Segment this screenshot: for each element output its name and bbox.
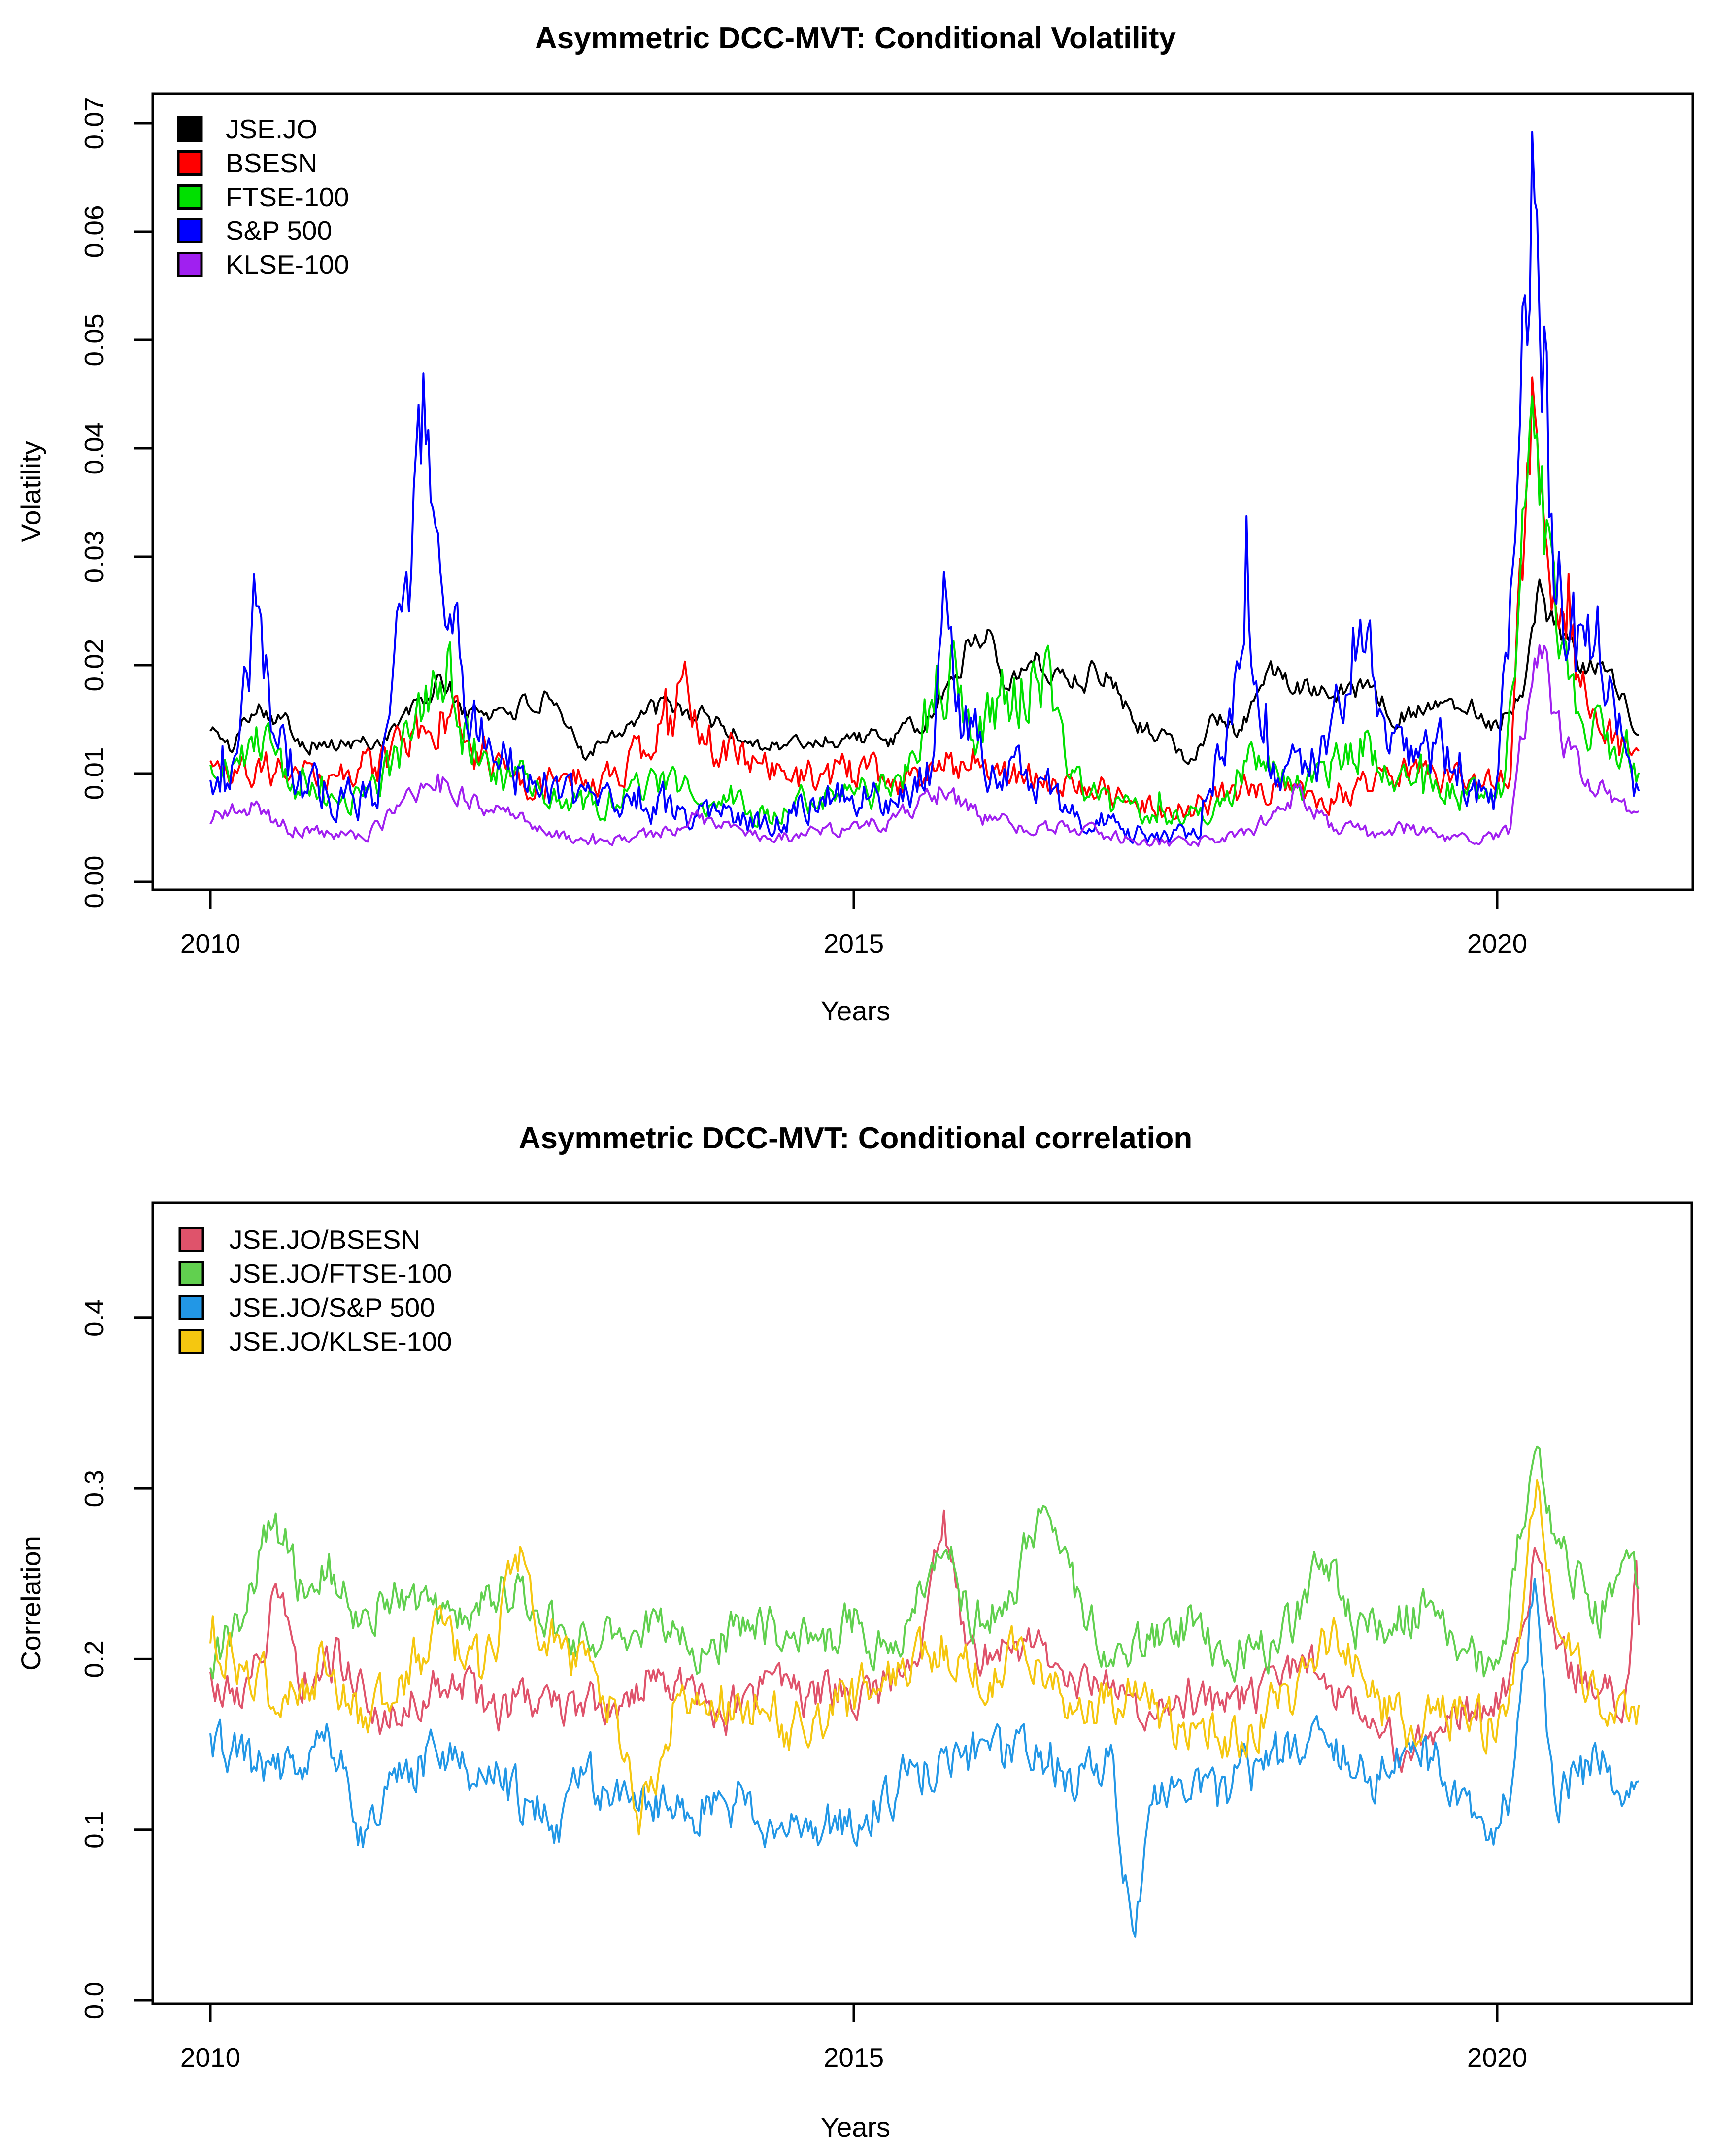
correlation-chart-title: Asymmetric DCC-MVT: Conditional correlation: [518, 1121, 1193, 1155]
correlation-series-jse-jo-s-p-500: [210, 1579, 1639, 1937]
correlation-y-tick-label: 0.4: [79, 1299, 109, 1337]
volatility-x-tick-label: 2015: [823, 928, 884, 959]
correlation-y-tick-label: 0.2: [79, 1640, 109, 1678]
volatility-legend-label-1: JSE.JO: [226, 114, 318, 144]
correlation-legend-label-1: JSE.JO/BSESN: [229, 1224, 421, 1255]
volatility-legend-swatch-3: [178, 186, 201, 209]
correlation-legend-swatch-1: [180, 1228, 203, 1251]
volatility-x-axis-title: Years: [820, 995, 891, 1026]
correlation-legend-label-4: JSE.JO/KLSE-100: [229, 1326, 452, 1357]
correlation-y-tick-label: 0.0: [79, 1981, 109, 2020]
volatility-legend-swatch-5: [178, 253, 201, 276]
volatility-y-tick-label: 0.07: [79, 97, 109, 150]
volatility-y-tick-label: 0.01: [79, 747, 109, 800]
correlation-y-tick-label: 0.1: [79, 1811, 109, 1849]
volatility-y-axis-title: Volatility: [15, 441, 46, 542]
volatility-legend-label-4: S&P 500: [226, 215, 333, 246]
correlation-legend-label-3: JSE.JO/S&P 500: [229, 1292, 435, 1323]
volatility-y-tick-label: 0.06: [79, 205, 109, 258]
correlation-y-tick-label: 0.3: [79, 1469, 109, 1508]
volatility-series-bsesn: [210, 377, 1639, 819]
correlation-legend-label-2: JSE.JO/FTSE-100: [229, 1258, 452, 1289]
volatility-y-tick-label: 0.05: [79, 313, 109, 367]
volatility-series-s-p-500: [210, 132, 1639, 843]
volatility-legend-label-2: BSESN: [226, 148, 318, 178]
volatility-y-tick-label: 0.02: [79, 639, 109, 692]
volatility-series-klse-100: [210, 645, 1639, 846]
volatility-x-tick-label: 2010: [180, 928, 241, 959]
correlation-legend-swatch-3: [180, 1296, 203, 1319]
volatility-legend-swatch-4: [178, 219, 201, 242]
volatility-x-tick-label: 2020: [1467, 928, 1528, 959]
correlation-x-tick-label: 2020: [1467, 2042, 1528, 2073]
correlation-x-tick-label: 2015: [823, 2042, 884, 2073]
correlation-x-tick-label: 2010: [180, 2042, 241, 2073]
volatility-legend-label-3: FTSE-100: [226, 182, 349, 212]
correlation-x-axis-title: Years: [820, 2112, 891, 2143]
volatility-legend-swatch-1: [178, 118, 201, 141]
volatility-y-tick-label: 0.04: [79, 422, 109, 475]
volatility-y-tick-label: 0.03: [79, 530, 109, 583]
volatility-chart-title: Asymmetric DCC-MVT: Conditional Volatility: [535, 21, 1176, 55]
correlation-legend-swatch-4: [180, 1330, 203, 1353]
volatility-legend-label-5: KLSE-100: [226, 249, 349, 280]
volatility-y-tick-label: 0.00: [79, 855, 109, 909]
correlation-legend-swatch-2: [180, 1262, 203, 1285]
volatility-legend-swatch-2: [178, 152, 201, 175]
correlation-series-jse-jo-klse-100: [210, 1480, 1639, 1834]
correlation-y-axis-title: Correlation: [15, 1536, 46, 1671]
